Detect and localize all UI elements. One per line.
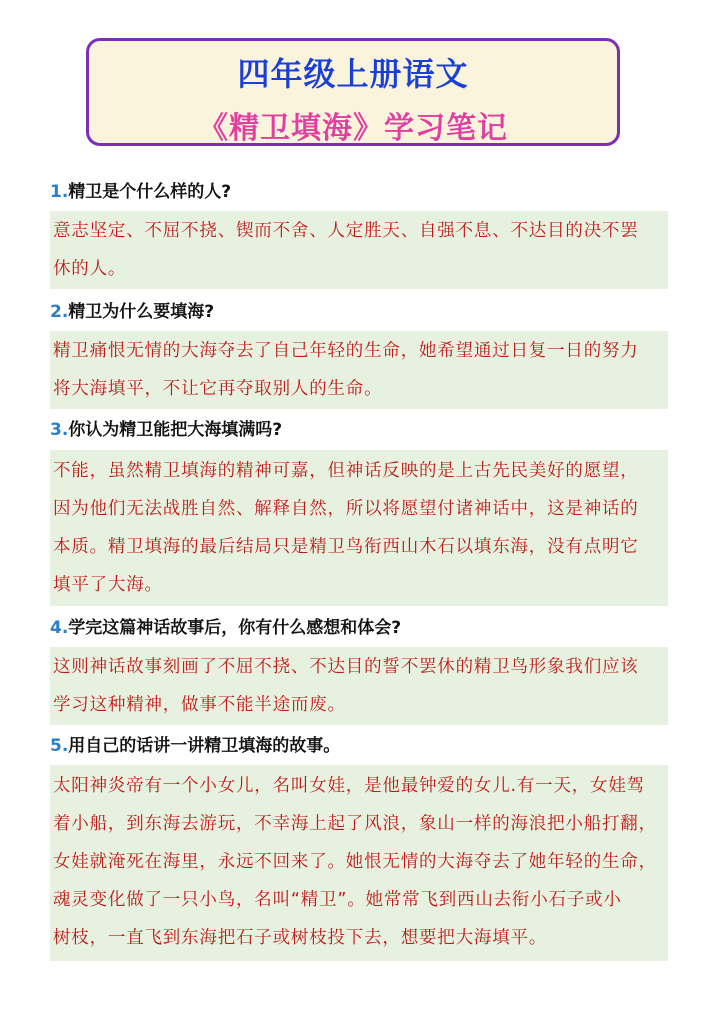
question-number: 3. — [50, 420, 69, 440]
answer-5 — [50, 765, 668, 961]
answer-3 — [50, 450, 668, 606]
answer-line: 因为他们无法战胜自然、解释自然，所以将愿望付诸神话中，这是神话的 — [53, 499, 639, 519]
answer-line: 意志坚定、不屈不挠、锲而不舍、人定胜天、自强不息、不达目的决不罢 — [53, 221, 639, 241]
answer-4 — [50, 647, 668, 725]
title-box — [86, 38, 620, 146]
question-number: 4. — [50, 618, 69, 638]
question-2 — [50, 300, 670, 324]
answer-line: 太阳神炎帝有一个小女儿，名叫女娃，是他最钟爱的女儿.有一天，女娃驾 — [53, 776, 645, 796]
question-number: 1. — [50, 182, 69, 202]
answer-line: 魂灵变化做了一只小鸟，名叫“精卫”。她常常飞到西山去衔小石子或小 — [53, 890, 622, 910]
answer-line: 本质。精卫填海的最后结局只是精卫鸟衔西山木石以填东海，没有点明它 — [53, 537, 639, 557]
answer-line: 填平了大海。 — [53, 575, 163, 595]
answer-line: 树枝，一直飞到东海把石子或树枝投下去，想要把大海填平。 — [53, 928, 548, 948]
question-3 — [50, 418, 670, 442]
answer-line: 休的人。 — [53, 259, 127, 279]
question-4 — [50, 616, 670, 640]
page-title: 四年级上册语文 — [237, 55, 469, 93]
question-text: 用自己的话讲一讲精卫填海的故事。 — [68, 736, 341, 756]
answer-1 — [50, 211, 668, 289]
question-number: 2. — [50, 302, 69, 322]
page-subtitle: 《精卫填海》学习笔记 — [198, 111, 508, 146]
answer-2 — [50, 331, 668, 409]
question-1 — [50, 180, 670, 204]
answer-line: 将大海填平，不让它再夺取别人的生命。 — [53, 379, 383, 399]
answer-line: 精卫痛恨无情的大海夺去了自己年轻的生命，她希望通过日复一日的努力 — [53, 341, 639, 361]
question-text: 精卫是个什么样的人? — [68, 182, 232, 202]
answer-line: 着小船，到东海去游玩，不幸海上起了风浪，象山一样的海浪把小船打翻， — [53, 814, 657, 834]
answer-line: 学习这种精神，做事不能半途而废。 — [53, 695, 346, 715]
answer-line: 不能，虽然精卫填海的精神可嘉，但神话反映的是上古先民美好的愿望， — [53, 461, 639, 481]
question-text: 你认为精卫能把大海填满吗? — [68, 420, 283, 440]
question-5 — [50, 734, 670, 758]
question-number: 5. — [50, 736, 69, 756]
answer-line: 这则神话故事刻画了不屈不挠、不达目的誓不罢休的精卫鸟形象我们应该 — [53, 657, 639, 677]
answer-line: 女娃就淹死在海里，永远不回来了。她恨无情的大海夺去了她年轻的生命， — [53, 852, 657, 872]
question-text: 精卫为什么要填海? — [68, 302, 215, 322]
question-text: 学完这篇神话故事后，你有什么感想和体会? — [68, 618, 402, 638]
